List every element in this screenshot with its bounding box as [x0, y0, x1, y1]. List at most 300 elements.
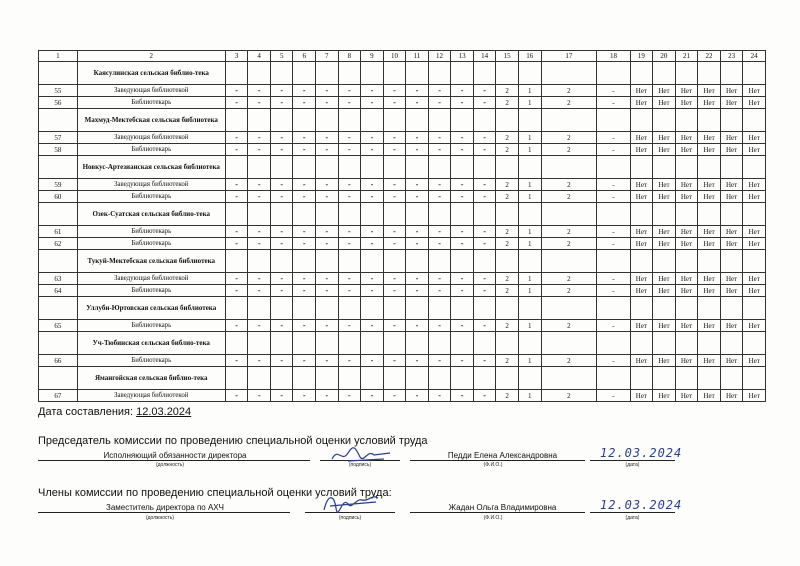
class-cell: - [293, 320, 316, 332]
empty-cell [383, 62, 406, 85]
class-cell: - [248, 191, 271, 203]
compensation-cell: Нет [653, 355, 676, 367]
empty-cell [316, 109, 339, 132]
class-cell: - [383, 85, 406, 97]
empty-cell [248, 367, 271, 390]
empty-cell [496, 109, 519, 132]
empty-cell [597, 62, 630, 85]
column-number-row [39, 51, 766, 62]
position-name: Библиотекарь [77, 226, 225, 238]
empty-cell [316, 297, 339, 320]
chair-caption-signature: (подпись) [348, 462, 372, 468]
class-cell: - [451, 273, 474, 285]
empty-cell [675, 203, 698, 226]
class-cell: - [338, 390, 361, 402]
group-row [39, 332, 766, 355]
empty-cell [518, 203, 541, 226]
empty-cell [698, 297, 721, 320]
row-number: 56 [39, 97, 78, 109]
empty-cell [675, 332, 698, 355]
member-position-line [38, 512, 290, 513]
table-row [39, 238, 766, 250]
class-cell: - [383, 273, 406, 285]
empty-cell [293, 367, 316, 390]
guarantee-cell: 2 [541, 132, 597, 144]
class-cell: - [428, 320, 451, 332]
empty-cell [743, 62, 766, 85]
compensation-cell: Нет [743, 355, 766, 367]
class-cell: - [383, 285, 406, 297]
empty-cell [541, 203, 597, 226]
class-cell: - [361, 191, 384, 203]
row-number: 64 [39, 285, 78, 297]
class-cell: - [248, 273, 271, 285]
class-cell: - [428, 144, 451, 156]
group-row [39, 297, 766, 320]
class-cell: - [406, 390, 429, 402]
compensation-cell: Нет [675, 226, 698, 238]
position-name: Библиотекарь [77, 355, 225, 367]
class-cell: - [361, 320, 384, 332]
position-name: Библиотекарь [77, 285, 225, 297]
empty-cell [225, 203, 248, 226]
ppe-cell: 1 [518, 238, 541, 250]
class-cell: - [316, 226, 339, 238]
empty-cell [361, 250, 384, 273]
class-cell: - [451, 144, 474, 156]
class-cell: - [406, 132, 429, 144]
library-group-name: Озек-Суатская сельская библио-тека [77, 203, 225, 226]
empty-cell [338, 297, 361, 320]
empty-cell [675, 62, 698, 85]
class-cell: - [361, 226, 384, 238]
class-cell: - [406, 97, 429, 109]
class-cell: - [316, 273, 339, 285]
member-caption-position: (должность) [145, 515, 175, 521]
empty-cell [451, 250, 474, 273]
class-cell: - [428, 85, 451, 97]
empty-cell [383, 203, 406, 226]
empty-cell [270, 332, 293, 355]
position-name: Библиотекарь [77, 238, 225, 250]
class-cell: - [270, 132, 293, 144]
compensation-cell: Нет [653, 285, 676, 297]
member-position: Заместитель директора по АХЧ [106, 503, 224, 512]
column-number-4: 4 [248, 51, 271, 62]
class-cell: - [316, 390, 339, 402]
compensation-cell: Нет [630, 273, 653, 285]
compensation-cell: Нет [653, 320, 676, 332]
class-cell: - [248, 226, 271, 238]
class-cell: - [428, 191, 451, 203]
compensation-cell: Нет [675, 144, 698, 156]
class-cell: - [316, 85, 339, 97]
empty-cell [630, 250, 653, 273]
class-cell: - [225, 285, 248, 297]
class-cell: - [338, 179, 361, 191]
row-number: 66 [39, 355, 78, 367]
position-name: Библиотекарь [77, 97, 225, 109]
empty-cell [383, 250, 406, 273]
class-cell: - [225, 97, 248, 109]
compensation-cell: Нет [698, 132, 721, 144]
compensation-cell: Нет [630, 355, 653, 367]
empty-cell [338, 203, 361, 226]
empty-cell [338, 109, 361, 132]
empty-cell [361, 156, 384, 179]
compensation-cell: Нет [743, 285, 766, 297]
empty-cell [361, 367, 384, 390]
class-cell: - [451, 97, 474, 109]
class-cell: - [451, 355, 474, 367]
table-row [39, 273, 766, 285]
class-cell: - [473, 226, 496, 238]
additional-leave-cell: - [597, 179, 630, 191]
guarantee-cell: 2 [541, 191, 597, 203]
compensation-cell: Нет [698, 85, 721, 97]
empty-cell [653, 332, 676, 355]
chair-name-line [410, 460, 585, 461]
compensation-cell: Нет [675, 85, 698, 97]
guarantee-cell: 2 [541, 320, 597, 332]
group-row [39, 203, 766, 226]
class-cell: - [338, 355, 361, 367]
column-number-14: 14 [473, 51, 496, 62]
empty-cell [698, 156, 721, 179]
class-cell: - [293, 132, 316, 144]
empty-cell [451, 62, 474, 85]
class-cell: - [428, 355, 451, 367]
column-number-19: 19 [630, 51, 653, 62]
class-cell: - [270, 85, 293, 97]
empty-cell [428, 203, 451, 226]
column-number-13: 13 [451, 51, 474, 62]
final-class-cell: 2 [496, 238, 519, 250]
chair-date-line [590, 460, 675, 461]
ppe-cell: 1 [518, 285, 541, 297]
empty-cell [541, 156, 597, 179]
empty-cell [518, 109, 541, 132]
compensation-cell: Нет [698, 390, 721, 402]
empty-cell [597, 203, 630, 226]
group-number-cell [39, 203, 78, 226]
compensation-cell: Нет [720, 191, 743, 203]
empty-cell [473, 332, 496, 355]
class-cell: - [338, 226, 361, 238]
class-cell: - [338, 238, 361, 250]
chair-handwritten-date: 12.03.2024 [600, 446, 683, 460]
final-class-cell: 2 [496, 144, 519, 156]
date-value: 12.03.2024 [136, 406, 192, 418]
empty-cell [293, 62, 316, 85]
group-row [39, 109, 766, 132]
class-cell: - [451, 238, 474, 250]
final-class-cell: 2 [496, 355, 519, 367]
class-cell: - [406, 226, 429, 238]
ppe-cell: 1 [518, 132, 541, 144]
compensation-cell: Нет [720, 132, 743, 144]
class-cell: - [361, 238, 384, 250]
class-cell: - [270, 226, 293, 238]
empty-cell [698, 367, 721, 390]
empty-cell [338, 62, 361, 85]
class-cell: - [225, 320, 248, 332]
library-group-name: Новкус-Артезианская сельская библиотека [77, 156, 225, 179]
class-cell: - [383, 191, 406, 203]
column-number-20: 20 [653, 51, 676, 62]
column-number-18: 18 [597, 51, 630, 62]
ppe-cell: 1 [518, 390, 541, 402]
class-cell: - [225, 132, 248, 144]
empty-cell [473, 156, 496, 179]
chair-position-line [38, 460, 310, 461]
compensation-cell: Нет [698, 320, 721, 332]
compensation-cell: Нет [675, 285, 698, 297]
empty-cell [293, 250, 316, 273]
empty-cell [518, 62, 541, 85]
empty-cell [451, 156, 474, 179]
class-cell: - [270, 179, 293, 191]
compensation-cell: Нет [698, 238, 721, 250]
empty-cell [270, 297, 293, 320]
empty-cell [630, 332, 653, 355]
empty-cell [597, 297, 630, 320]
class-cell: - [473, 273, 496, 285]
additional-leave-cell: - [597, 273, 630, 285]
member-caption-fio: (Ф.И.О.) [483, 515, 503, 521]
class-cell: - [338, 191, 361, 203]
empty-cell [428, 109, 451, 132]
chair-caption-position: (должность) [155, 462, 185, 468]
class-cell: - [316, 285, 339, 297]
compensation-cell: Нет [630, 191, 653, 203]
empty-cell [720, 203, 743, 226]
ppe-cell: 1 [518, 191, 541, 203]
guarantee-cell: 2 [541, 273, 597, 285]
empty-cell [406, 156, 429, 179]
empty-cell [473, 109, 496, 132]
final-class-cell: 2 [496, 179, 519, 191]
class-cell: - [293, 273, 316, 285]
class-cell: - [383, 355, 406, 367]
empty-cell [653, 367, 676, 390]
group-row [39, 62, 766, 85]
additional-leave-cell: - [597, 226, 630, 238]
class-cell: - [428, 179, 451, 191]
additional-leave-cell: - [597, 97, 630, 109]
empty-cell [496, 62, 519, 85]
empty-cell [496, 332, 519, 355]
empty-cell [720, 332, 743, 355]
class-cell: - [451, 191, 474, 203]
column-number-17: 17 [541, 51, 597, 62]
class-cell: - [428, 390, 451, 402]
empty-cell [248, 62, 271, 85]
empty-cell [225, 250, 248, 273]
column-number-6: 6 [293, 51, 316, 62]
date-label: Дата составления: [38, 406, 134, 418]
class-cell: - [383, 238, 406, 250]
compensation-cell: Нет [675, 191, 698, 203]
compensation-cell: Нет [743, 320, 766, 332]
additional-leave-cell: - [597, 85, 630, 97]
compensation-cell: Нет [653, 226, 676, 238]
table-row [39, 97, 766, 109]
table-row [39, 191, 766, 203]
compensation-cell: Нет [675, 273, 698, 285]
compensation-cell: Нет [720, 85, 743, 97]
empty-cell [473, 250, 496, 273]
empty-cell [518, 367, 541, 390]
group-row [39, 156, 766, 179]
compensation-cell: Нет [653, 390, 676, 402]
column-number-10: 10 [383, 51, 406, 62]
column-number-1: 1 [39, 51, 78, 62]
table-body [39, 51, 766, 402]
table-row [39, 355, 766, 367]
row-number: 57 [39, 132, 78, 144]
final-class-cell: 2 [496, 226, 519, 238]
class-cell: - [248, 285, 271, 297]
empty-cell [270, 156, 293, 179]
class-cell: - [361, 132, 384, 144]
table-row [39, 320, 766, 332]
table-row [39, 390, 766, 402]
class-cell: - [248, 390, 271, 402]
empty-cell [248, 250, 271, 273]
class-cell: - [248, 179, 271, 191]
empty-cell [597, 156, 630, 179]
final-class-cell: 2 [496, 285, 519, 297]
empty-cell [270, 367, 293, 390]
empty-cell [653, 156, 676, 179]
class-cell: - [428, 273, 451, 285]
empty-cell [361, 332, 384, 355]
final-class-cell: 2 [496, 273, 519, 285]
empty-cell [338, 250, 361, 273]
class-cell: - [361, 144, 384, 156]
empty-cell [406, 332, 429, 355]
empty-cell [225, 109, 248, 132]
compensation-cell: Нет [720, 238, 743, 250]
empty-cell [597, 367, 630, 390]
compensation-cell: Нет [743, 238, 766, 250]
guarantee-cell: 2 [541, 390, 597, 402]
class-cell: - [338, 285, 361, 297]
chair-caption-fio: (Ф.И.О.) [483, 462, 503, 468]
empty-cell [361, 203, 384, 226]
table-row [39, 144, 766, 156]
column-number-2: 2 [77, 51, 225, 62]
ppe-cell: 1 [518, 85, 541, 97]
additional-leave-cell: - [597, 132, 630, 144]
final-class-cell: 2 [496, 320, 519, 332]
empty-cell [698, 332, 721, 355]
class-cell: - [473, 191, 496, 203]
empty-cell [473, 62, 496, 85]
class-cell: - [270, 144, 293, 156]
compensation-cell: Нет [630, 179, 653, 191]
empty-cell [743, 332, 766, 355]
additional-leave-cell: - [597, 355, 630, 367]
class-cell: - [361, 355, 384, 367]
class-cell: - [473, 85, 496, 97]
empty-cell [338, 156, 361, 179]
empty-cell [630, 109, 653, 132]
chair-caption-date: (дата) [625, 462, 640, 468]
empty-cell [473, 297, 496, 320]
class-cell: - [338, 85, 361, 97]
group-row [39, 250, 766, 273]
compensation-cell: Нет [653, 85, 676, 97]
empty-cell [406, 203, 429, 226]
empty-cell [597, 250, 630, 273]
ppe-cell: 1 [518, 355, 541, 367]
attestation-table [38, 50, 766, 402]
class-cell: - [225, 355, 248, 367]
row-number: 61 [39, 226, 78, 238]
empty-cell [383, 367, 406, 390]
class-cell: - [316, 179, 339, 191]
class-cell: - [270, 285, 293, 297]
empty-cell [653, 109, 676, 132]
class-cell: - [473, 285, 496, 297]
table-row [39, 285, 766, 297]
empty-cell [428, 62, 451, 85]
final-class-cell: 2 [496, 132, 519, 144]
class-cell: - [270, 191, 293, 203]
column-number-7: 7 [316, 51, 339, 62]
class-cell: - [293, 285, 316, 297]
class-cell: - [338, 320, 361, 332]
column-number-12: 12 [428, 51, 451, 62]
class-cell: - [293, 390, 316, 402]
empty-cell [316, 203, 339, 226]
class-cell: - [406, 238, 429, 250]
compensation-cell: Нет [720, 273, 743, 285]
empty-cell [743, 203, 766, 226]
compensation-cell: Нет [630, 97, 653, 109]
compensation-cell: Нет [698, 226, 721, 238]
position-name: Библиотекарь [77, 144, 225, 156]
compensation-cell: Нет [720, 226, 743, 238]
compensation-cell: Нет [630, 390, 653, 402]
class-cell: - [316, 132, 339, 144]
empty-cell [451, 332, 474, 355]
compensation-cell: Нет [720, 97, 743, 109]
class-cell: - [316, 320, 339, 332]
empty-cell [720, 62, 743, 85]
column-number-24: 24 [743, 51, 766, 62]
empty-cell [225, 332, 248, 355]
empty-cell [630, 156, 653, 179]
group-number-cell [39, 109, 78, 132]
group-row [39, 367, 766, 390]
empty-cell [383, 332, 406, 355]
class-cell: - [473, 355, 496, 367]
compensation-cell: Нет [698, 97, 721, 109]
empty-cell [698, 62, 721, 85]
class-cell: - [293, 85, 316, 97]
compensation-cell: Нет [630, 144, 653, 156]
class-cell: - [428, 97, 451, 109]
compensation-cell: Нет [720, 390, 743, 402]
compensation-cell: Нет [630, 226, 653, 238]
class-cell: - [248, 85, 271, 97]
position-name: Заведующая библиотекой [77, 132, 225, 144]
empty-cell [406, 62, 429, 85]
class-cell: - [406, 273, 429, 285]
